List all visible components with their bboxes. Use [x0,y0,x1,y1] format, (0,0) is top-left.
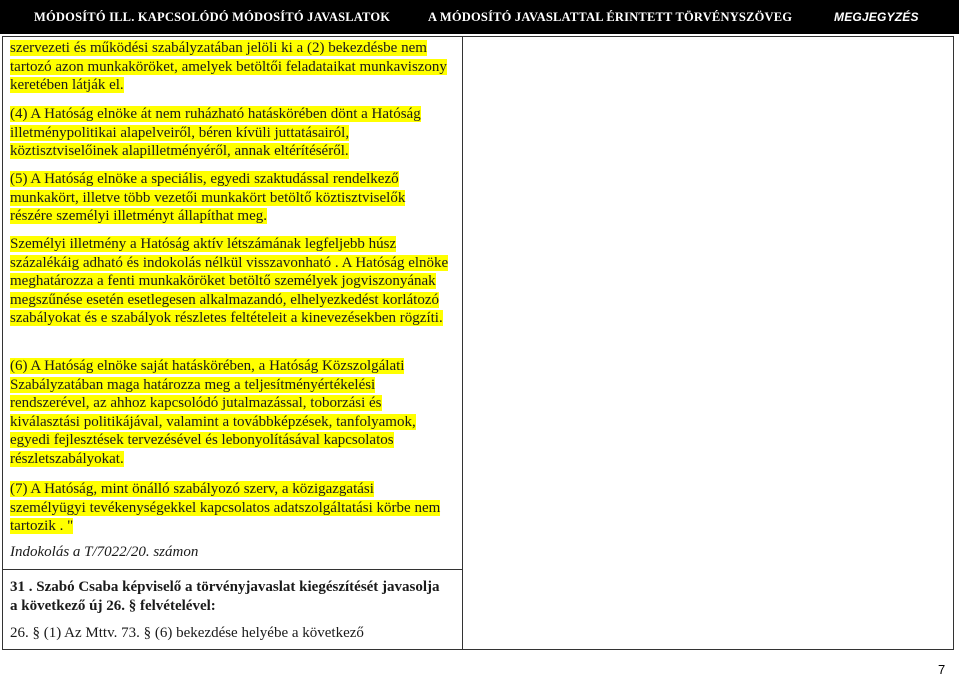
justification-reference: Indokolás a T/7022/20. számon [10,544,199,560]
amendment-31-text: 26. § (1) Az Mttv. 73. § (6) bekezdése helyébe a következő [10,625,364,641]
paragraph-5: (5) A Hatóság elnöke a speciális, egyedi szaktudással rendelkező munkakört, illetve több vezetői munkakört betöltő köztisztviselők részére személyi illetményt állapíthat meg. [10,171,406,224]
paragraph-3-tail: szervezeti és működési szabályzatában jelöli ki a (2) bekezdésbe nem tartozó azon munkaköröket, amelyek betöltői feladataikat munkaviszony keretében látják el. [10,40,447,93]
paragraph-4: (4) A Hatóság elnöke át nem ruházható hatáskörében dönt a Hatóság illetménypolitikai alapelveiről, béren kívüli juttatásairól, köztisztviselőinek alapilletményéről, annak eltérítéséről. [10,106,421,159]
header-remarks: MEGJEGYZÉS [834,10,919,24]
amendment-31-title: 31 . Szabó Csaba képviselő a törvényjavaslat kiegészítését javasolja a következő új 26. § felvételével: [10,579,440,614]
column-divider [462,36,463,650]
page-number: 7 [938,662,946,677]
paragraph-5-continued: Személyi illetmény a Hatóság aktív létszámának legfeljebb húsz százalékáig adható és indokolás nélkül visszavonható . A Hatóság elnöke meghatározza a fenti munkaköröket betöltő személyek jogviszonyának megszűnése esetén esetlegesen alkalmazandó, elhelyezkedést korlátozó szabályokat és e szabályok részletes feltételeit a kinevezésekben rögzíti. [10,236,449,326]
paragraph-7: (7) A Hatóság, mint önálló szabályozó szerv, a közigazgatási személyügyi tevékenységekkel kapcsolatos adatszolgáltatási körbe nem tartozik . " [10,481,441,534]
header-amendments: MÓDOSÍTÓ ILL. KAPCSOLÓDÓ MÓDOSÍTÓ JAVASLATOK [34,10,391,24]
row-divider [2,569,462,570]
table-header [0,0,959,34]
paragraph-6: (6) A Hatóság elnöke saját hatáskörében, a Hatóság Közszolgálati Szabályzatában maga határozza meg a teljesítményértékelési rendszerével, az ahhoz kapcsolódó jutalmazással, toborzási és kiválasztási politikájával, valamint a továbbképzések, tanfolyamok, egyedi fejlesztések tervezésével és lebonyolításával kapcsolatos részletszabályokat. [10,358,416,467]
header-affected-law-text: A MÓDOSÍTÓ JAVASLATTAL ÉRINTETT TÖRVÉNYSZÖVEG [428,10,793,24]
